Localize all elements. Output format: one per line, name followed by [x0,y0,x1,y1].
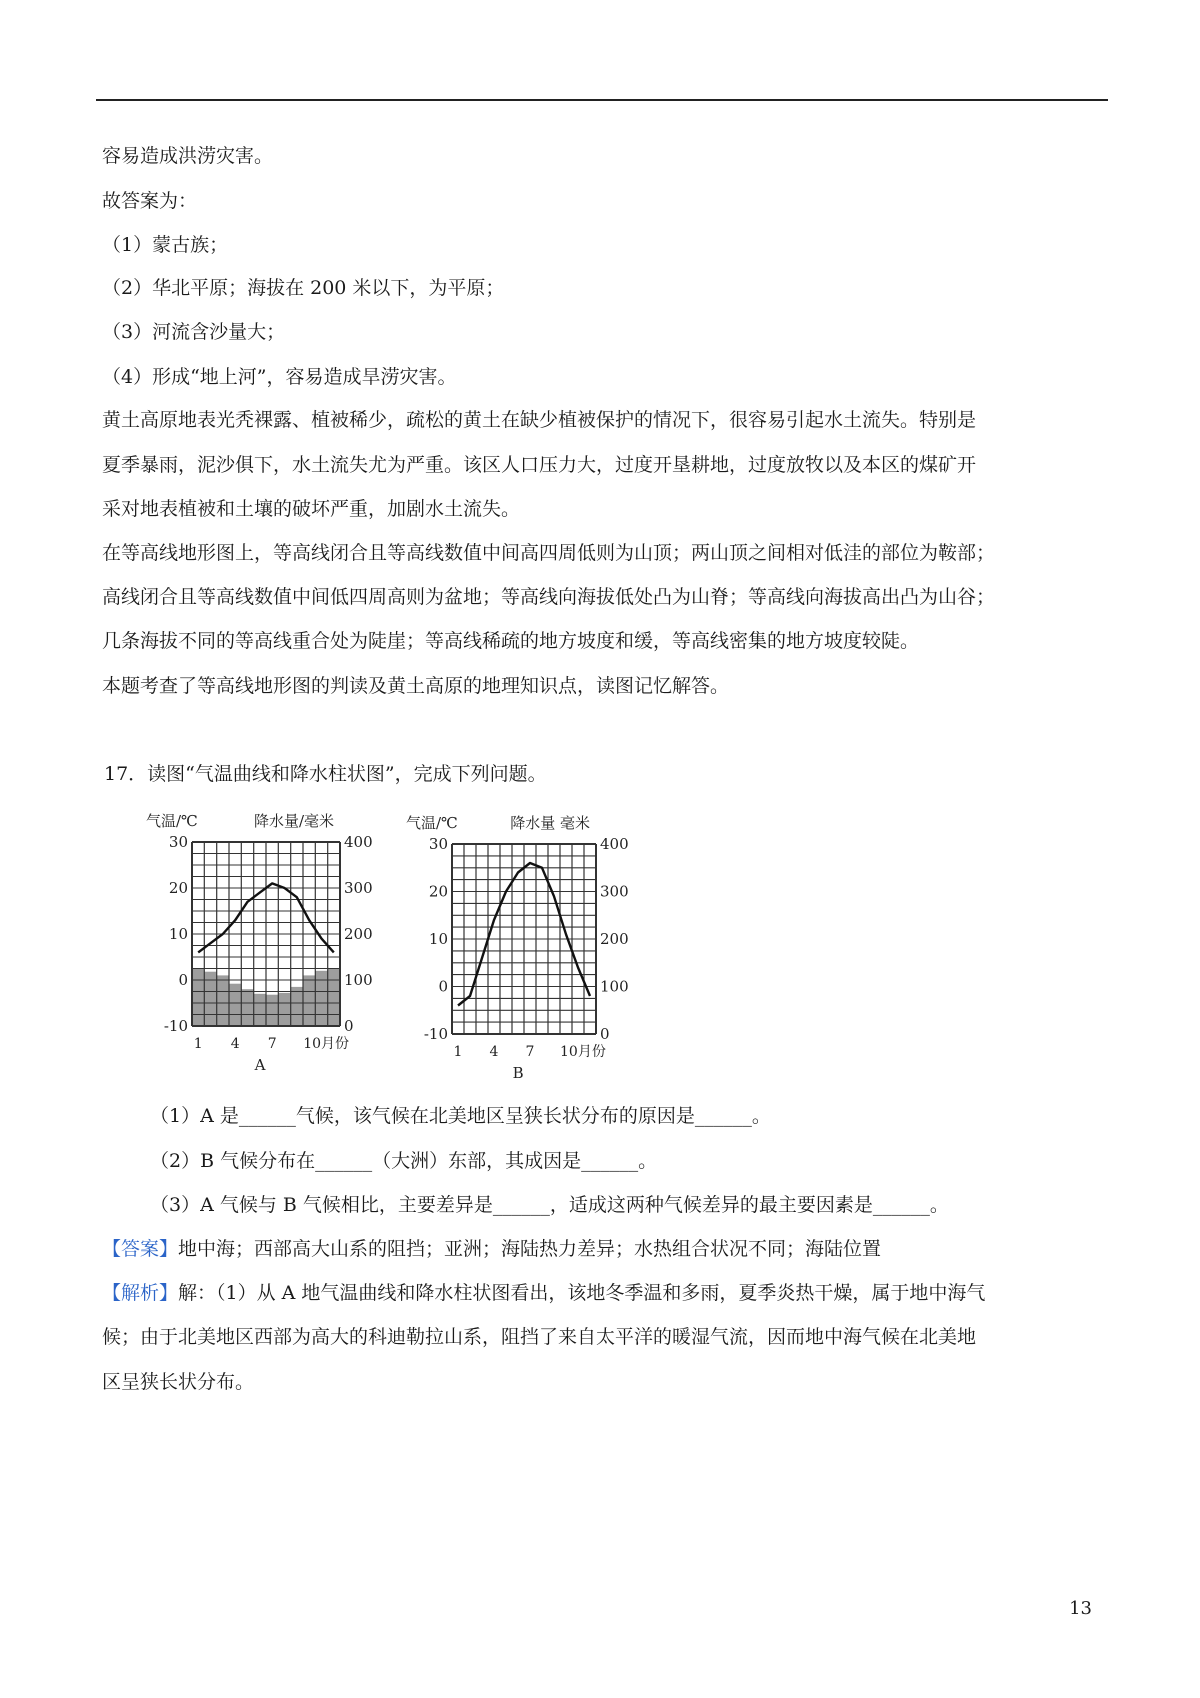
precip-bar [217,975,229,1026]
month-tick-label: 7 [267,1036,277,1052]
body-line: 几条海拔不同的等高线重合处为陡崖；等高线稀疏的地方坡度和缓，等高线密集的地方坡度较陡。 [102,630,920,652]
body-line: 本题考查了等高线地形图的判读及黄土高原的地理知识点，读图记忆解答。 [102,675,730,697]
precip-tick-label: 400 [600,835,629,853]
page-number: 13 [1069,1598,1092,1619]
precip-tick-label: 0 [600,1025,610,1043]
chart-letter: A [254,1056,266,1074]
body-line: （2）华北平原；海拔在 200 米以下，为平原； [102,277,505,299]
month-tick-label: 4 [489,1044,499,1060]
precip-tick-label: 100 [600,977,629,996]
question-stem: 17．读图“气温曲线和降水柱状图”，完成下列问题。 [104,763,547,785]
month-tick-label: 10月份 [560,1044,606,1060]
precip-tick-label: 300 [600,882,629,901]
temp-tick-label: -10 [423,1025,448,1043]
body-line: 采对地表植被和土壤的破坏严重，加剧水土流失。 [102,498,521,520]
analysis-tag: 【解析】 [102,1282,179,1304]
temp-axis-label: 气温/℃ [146,812,198,830]
analysis-line: 区呈狭长状分布。 [102,1371,255,1393]
precip-bar [241,989,253,1026]
temp-tick-label: 0 [438,977,448,996]
answer-text: 地中海；西部高大山系的阻挡；亚洲；海陆热力差异；水热组合状况不同；海陆位置 [178,1238,882,1260]
precip-tick-label: 300 [344,879,373,897]
month-tick-label: 1 [193,1036,203,1052]
precip-bar [315,971,327,1026]
precip-bar [229,984,241,1026]
sub-question-1: （1）A 是______气候，该气候在北美地区呈狭长状分布的原因是______。 [150,1105,771,1127]
body-line: 夏季暴雨，泥沙俱下，水土流失尤为严重。该区人口压力大，过度开垦耕地，过度放牧以及本区的煤矿开 [102,454,977,476]
analysis-line [102,1281,985,1305]
temp-tick-label: 20 [428,882,448,901]
temp-tick-label: -10 [163,1017,188,1035]
month-tick-label: 7 [525,1044,535,1060]
body-line: （3）河流含沙量大； [102,321,286,343]
temp-tick-label: 30 [428,835,448,853]
precip-tick-label: 0 [344,1017,354,1035]
precip-axis-label: 降水量/毫米 [253,812,334,830]
body-line: 故答案为： [102,190,198,212]
temp-tick-label: 0 [178,971,188,989]
precip-tick-label: 400 [344,833,373,851]
precip-bar [328,969,340,1027]
climate-chart-svg [140,800,680,1100]
month-tick-label: 4 [230,1036,240,1052]
chart-letter: B [512,1064,524,1082]
precip-bar [278,993,290,1026]
precip-tick-label: 100 [344,971,373,989]
precip-axis-label: 降水量 毫米 [510,814,590,832]
month-tick-label: 1 [453,1044,463,1060]
temp-tick-label: 20 [168,879,188,897]
temp-tick-label: 10 [168,925,188,943]
body-line: 容易造成洪涝灾害。 [102,145,274,167]
climate-charts [140,800,680,1100]
body-line: （1）蒙古族； [102,234,229,256]
precip-bar [303,975,315,1026]
precip-tick-label: 200 [600,930,629,948]
analysis-line: 候；由于北美地区西部为高大的科迪勒拉山系，阻挡了来自太平洋的暖湿气流，因而地中海气候在北美地 [102,1326,977,1348]
precip-tick-label: 200 [344,925,373,943]
sub-question-2: （2）B 气候分布在______（大洲）东部，其成因是______。 [150,1150,658,1172]
temp-tick-label: 30 [168,833,188,851]
answer-line [102,1237,881,1261]
answer-tag: 【答案】 [102,1238,179,1260]
analysis-text: 解：（1）从 A 地气温曲线和降水柱状图看出，该地冬季温和多雨，夏季炎热干燥，属于地中海气 [178,1282,986,1304]
month-tick-label: 10月份 [303,1036,350,1052]
temp-axis-label: 气温/℃ [406,814,458,832]
temp-tick-label: 10 [428,930,448,948]
body-line: （4）形成“地上河”，容易造成旱涝灾害。 [102,366,457,388]
precip-bar [291,987,303,1026]
sub-question-3: （3）A 气候与 B 气候相比，主要差异是______，适成这两种气候差异的最主要因素是______。 [150,1194,949,1216]
precip-bar [254,994,266,1026]
header-rule [96,99,1108,101]
body-line: 高线闭合且等高线数值中间低四周高则为盆地；等高线向海拔低处凸为山脊；等高线向海拔高出凸为山谷； [102,586,996,608]
body-line: 在等高线地形图上，等高线闭合且等高线数值中间高四周低则为山顶；两山顶之间相对低洼的部位为鞍部； [102,542,996,564]
body-line: 黄土高原地表光秃裸露、植被稀少，疏松的黄土在缺少植被保护的情况下，很容易引起水土流失。特别是 [102,409,977,431]
precip-bar [266,995,278,1026]
precip-bar [192,969,204,1027]
